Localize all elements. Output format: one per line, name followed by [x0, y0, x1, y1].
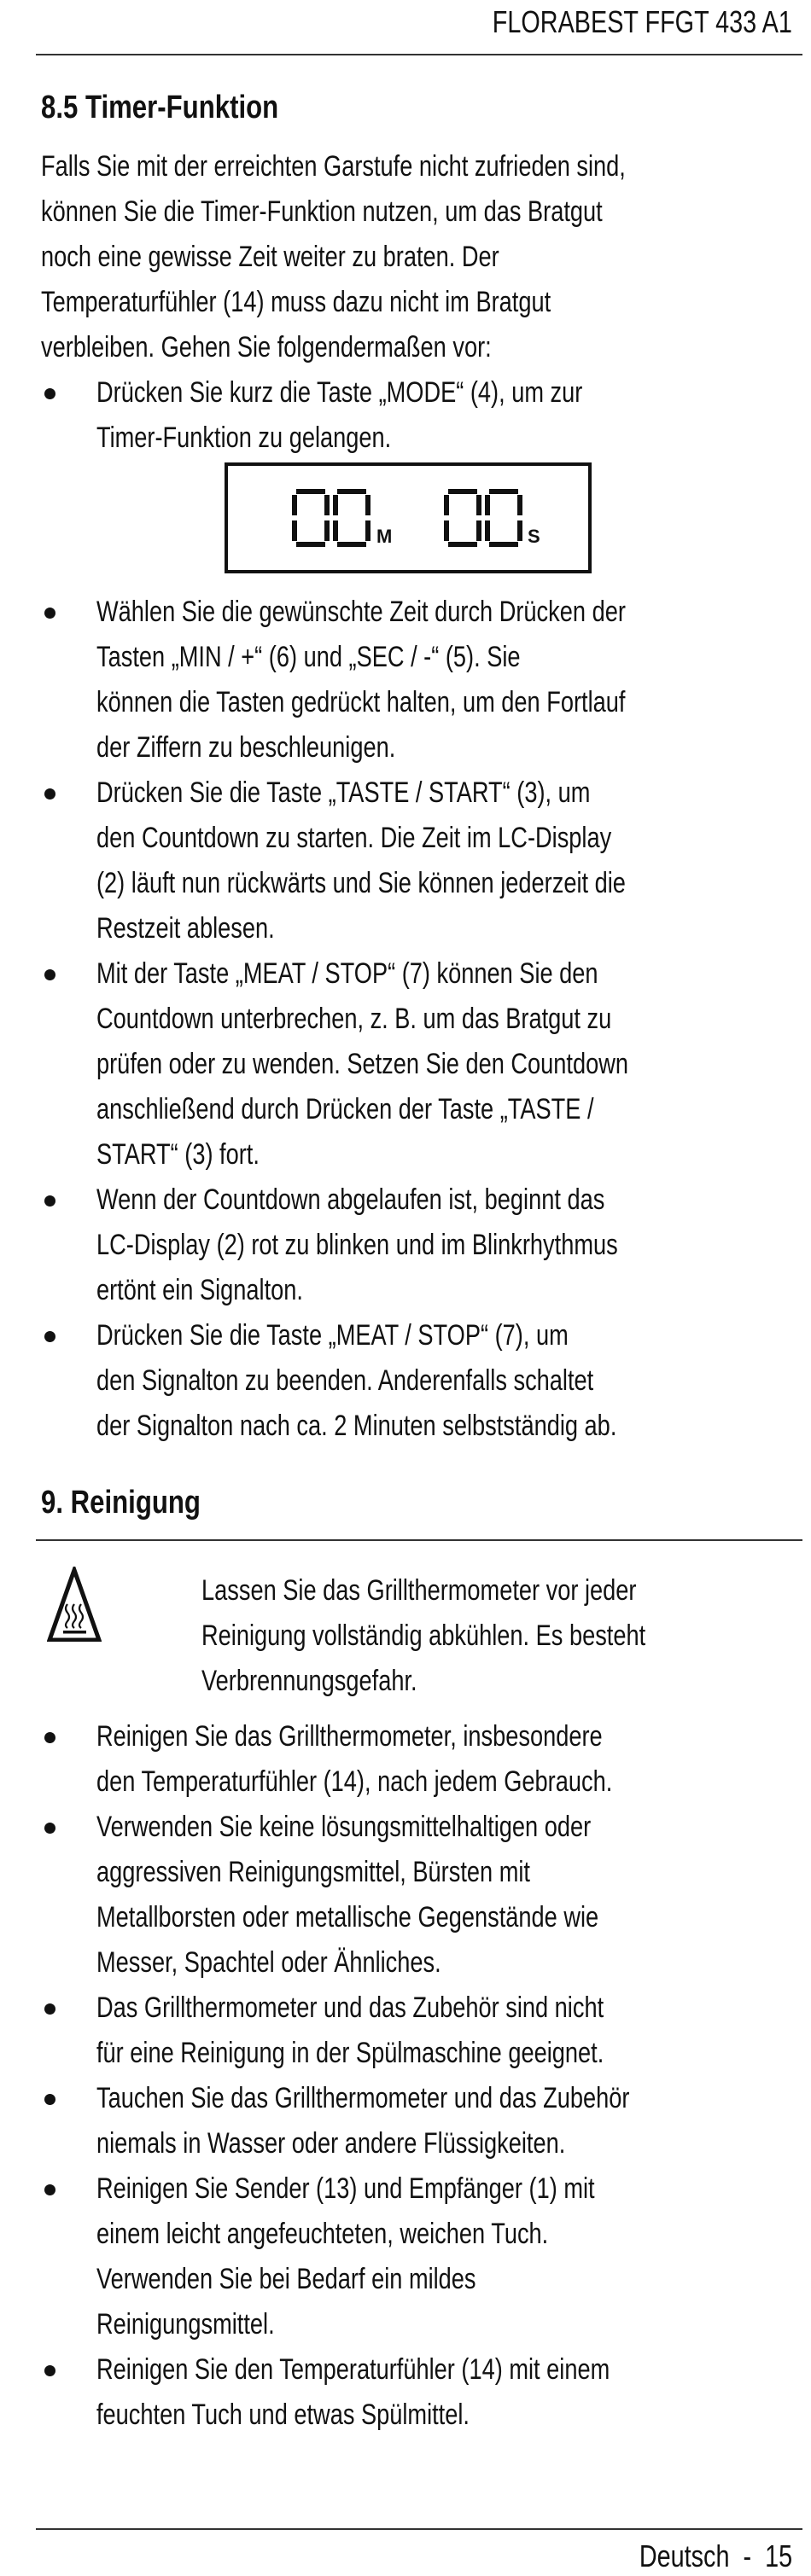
text-line: der Ziffern zu beschleunigen.	[96, 731, 396, 764]
text-line: (2) läuft nun rückwärts und Sie können jederzeit die	[96, 867, 626, 899]
text-line: Drücken Sie kurz die Taste „MODE“ (4), um zur	[96, 376, 583, 409]
bullet-icon	[44, 1331, 55, 1342]
text-line: verbleiben. Gehen Sie folgendermaßen vor:	[41, 331, 492, 363]
bullet-icon	[44, 388, 55, 399]
seven-segment-icon	[228, 466, 588, 570]
text-line: Mit der Taste „MEAT / STOP“ (7) können Sie den	[96, 957, 598, 990]
text-line: niemals in Wasser oder andere Flüssigkeiten.	[96, 2127, 566, 2160]
lcd-seconds-unit: S	[528, 526, 540, 547]
text-line: den Signalton zu beenden. Anderenfalls schaltet	[96, 1364, 594, 1397]
section-divider	[36, 1539, 802, 1541]
bullet-icon	[44, 1195, 55, 1207]
text-line: Temperaturfühler (14) muss dazu nicht im Bratgut	[41, 286, 551, 318]
text-line: für eine Reinigung in der Spülmaschine geeignet.	[96, 2037, 604, 2069]
text-line: Verbrennungsgefahr.	[201, 1665, 417, 1697]
text-line: LC-Display (2) rot zu blinken und im Blinkrhythmus	[96, 1229, 618, 1261]
lcd-minutes-unit: M	[376, 526, 393, 547]
bullet-icon	[44, 788, 55, 800]
text-line: Timer-Funktion zu gelangen.	[96, 422, 392, 454]
text-line: können die Tasten gedrückt halten, um den Fortlauf	[96, 686, 626, 718]
header-divider	[36, 54, 802, 55]
text-line: können Sie die Timer-Funktion nutzen, um das Bratgut	[41, 195, 603, 228]
section-heading-timer: 8.5 Timer-Funktion	[41, 90, 279, 125]
section-heading-cleaning: 9. Reinigung	[41, 1485, 201, 1521]
bullet-icon	[44, 1823, 55, 1834]
text-line: Reinigen Sie das Grillthermometer, insbesondere	[96, 1720, 603, 1753]
document-header-title: FLORABEST FFGT 433 A1	[492, 4, 792, 39]
text-line: ertönt ein Signalton.	[96, 1274, 303, 1306]
bullet-icon	[44, 2003, 55, 2015]
bullet-icon	[44, 2365, 55, 2376]
text-line: anschließend durch Drücken der Taste „TASTE /	[96, 1093, 594, 1125]
text-line: Verwenden Sie keine lösungsmittelhaltigen oder	[96, 1811, 592, 1843]
text-line: feuchten Tuch und etwas Spülmittel.	[96, 2399, 470, 2431]
lcd-timer-display	[225, 462, 592, 573]
text-line: Tasten „MIN / +“ (6) und „SEC / -“ (5). Sie	[96, 641, 521, 673]
text-line: Verwenden Sie bei Bedarf ein mildes	[96, 2263, 476, 2295]
footer-divider	[36, 2528, 802, 2530]
text-line: Reinigung vollständig abkühlen. Es besteht	[201, 1619, 646, 1652]
text-line: Messer, Spachtel oder Ähnliches.	[96, 1946, 441, 1979]
bullet-icon	[44, 2184, 55, 2195]
hot-surface-warning-icon	[47, 1567, 102, 1642]
bullet-icon	[44, 2094, 55, 2105]
bullet-icon	[44, 608, 55, 619]
text-line: Wählen Sie die gewünschte Zeit durch Drücken der	[96, 596, 626, 628]
text-line: den Countdown zu starten. Die Zeit im LC-Display	[96, 822, 612, 854]
footer-page-label: Deutsch - 15	[639, 2538, 792, 2573]
text-line: Tauchen Sie das Grillthermometer und das Zubehör	[96, 2082, 630, 2114]
text-line: Drücken Sie die Taste „MEAT / STOP“ (7), um	[96, 1319, 569, 1352]
bullet-icon	[44, 969, 55, 980]
text-line: Restzeit ablesen.	[96, 912, 275, 945]
text-line: den Temperaturfühler (14), nach jedem Gebrauch.	[96, 1765, 613, 1798]
text-line: Reinigen Sie den Temperaturfühler (14) mit einem	[96, 2353, 610, 2386]
text-line: Das Grillthermometer und das Zubehör sind nicht	[96, 1992, 604, 2024]
bullet-icon	[44, 1732, 55, 1743]
text-line: Wenn der Countdown abgelaufen ist, beginnt das	[96, 1183, 605, 1216]
text-line: aggressiven Reinigungsmittel, Bürsten mit	[96, 1856, 530, 1888]
text-line: einem leicht angefeuchteten, weichen Tuch.	[96, 2218, 549, 2250]
text-line: Drücken Sie die Taste „TASTE / START“ (3), um	[96, 776, 591, 809]
text-line: Reinigungsmittel.	[96, 2308, 275, 2340]
text-line: der Signalton nach ca. 2 Minuten selbstständig ab.	[96, 1410, 617, 1442]
text-line: Countdown unterbrechen, z. B. um das Bratgut zu	[96, 1003, 612, 1035]
text-line: Reinigen Sie Sender (13) und Empfänger (1) mit	[96, 2172, 595, 2205]
text-line: Metallborsten oder metallische Gegenstände wie	[96, 1901, 599, 1933]
text-line: START“ (3) fort.	[96, 1138, 260, 1171]
text-line: Falls Sie mit der erreichten Garstufe nicht zufrieden sind,	[41, 150, 626, 183]
text-line: Lassen Sie das Grillthermometer vor jeder	[201, 1574, 637, 1607]
text-line: prüfen oder zu wenden. Setzen Sie den Countdown	[96, 1048, 629, 1080]
text-line: noch eine gewisse Zeit weiter zu braten. Der	[41, 241, 499, 273]
